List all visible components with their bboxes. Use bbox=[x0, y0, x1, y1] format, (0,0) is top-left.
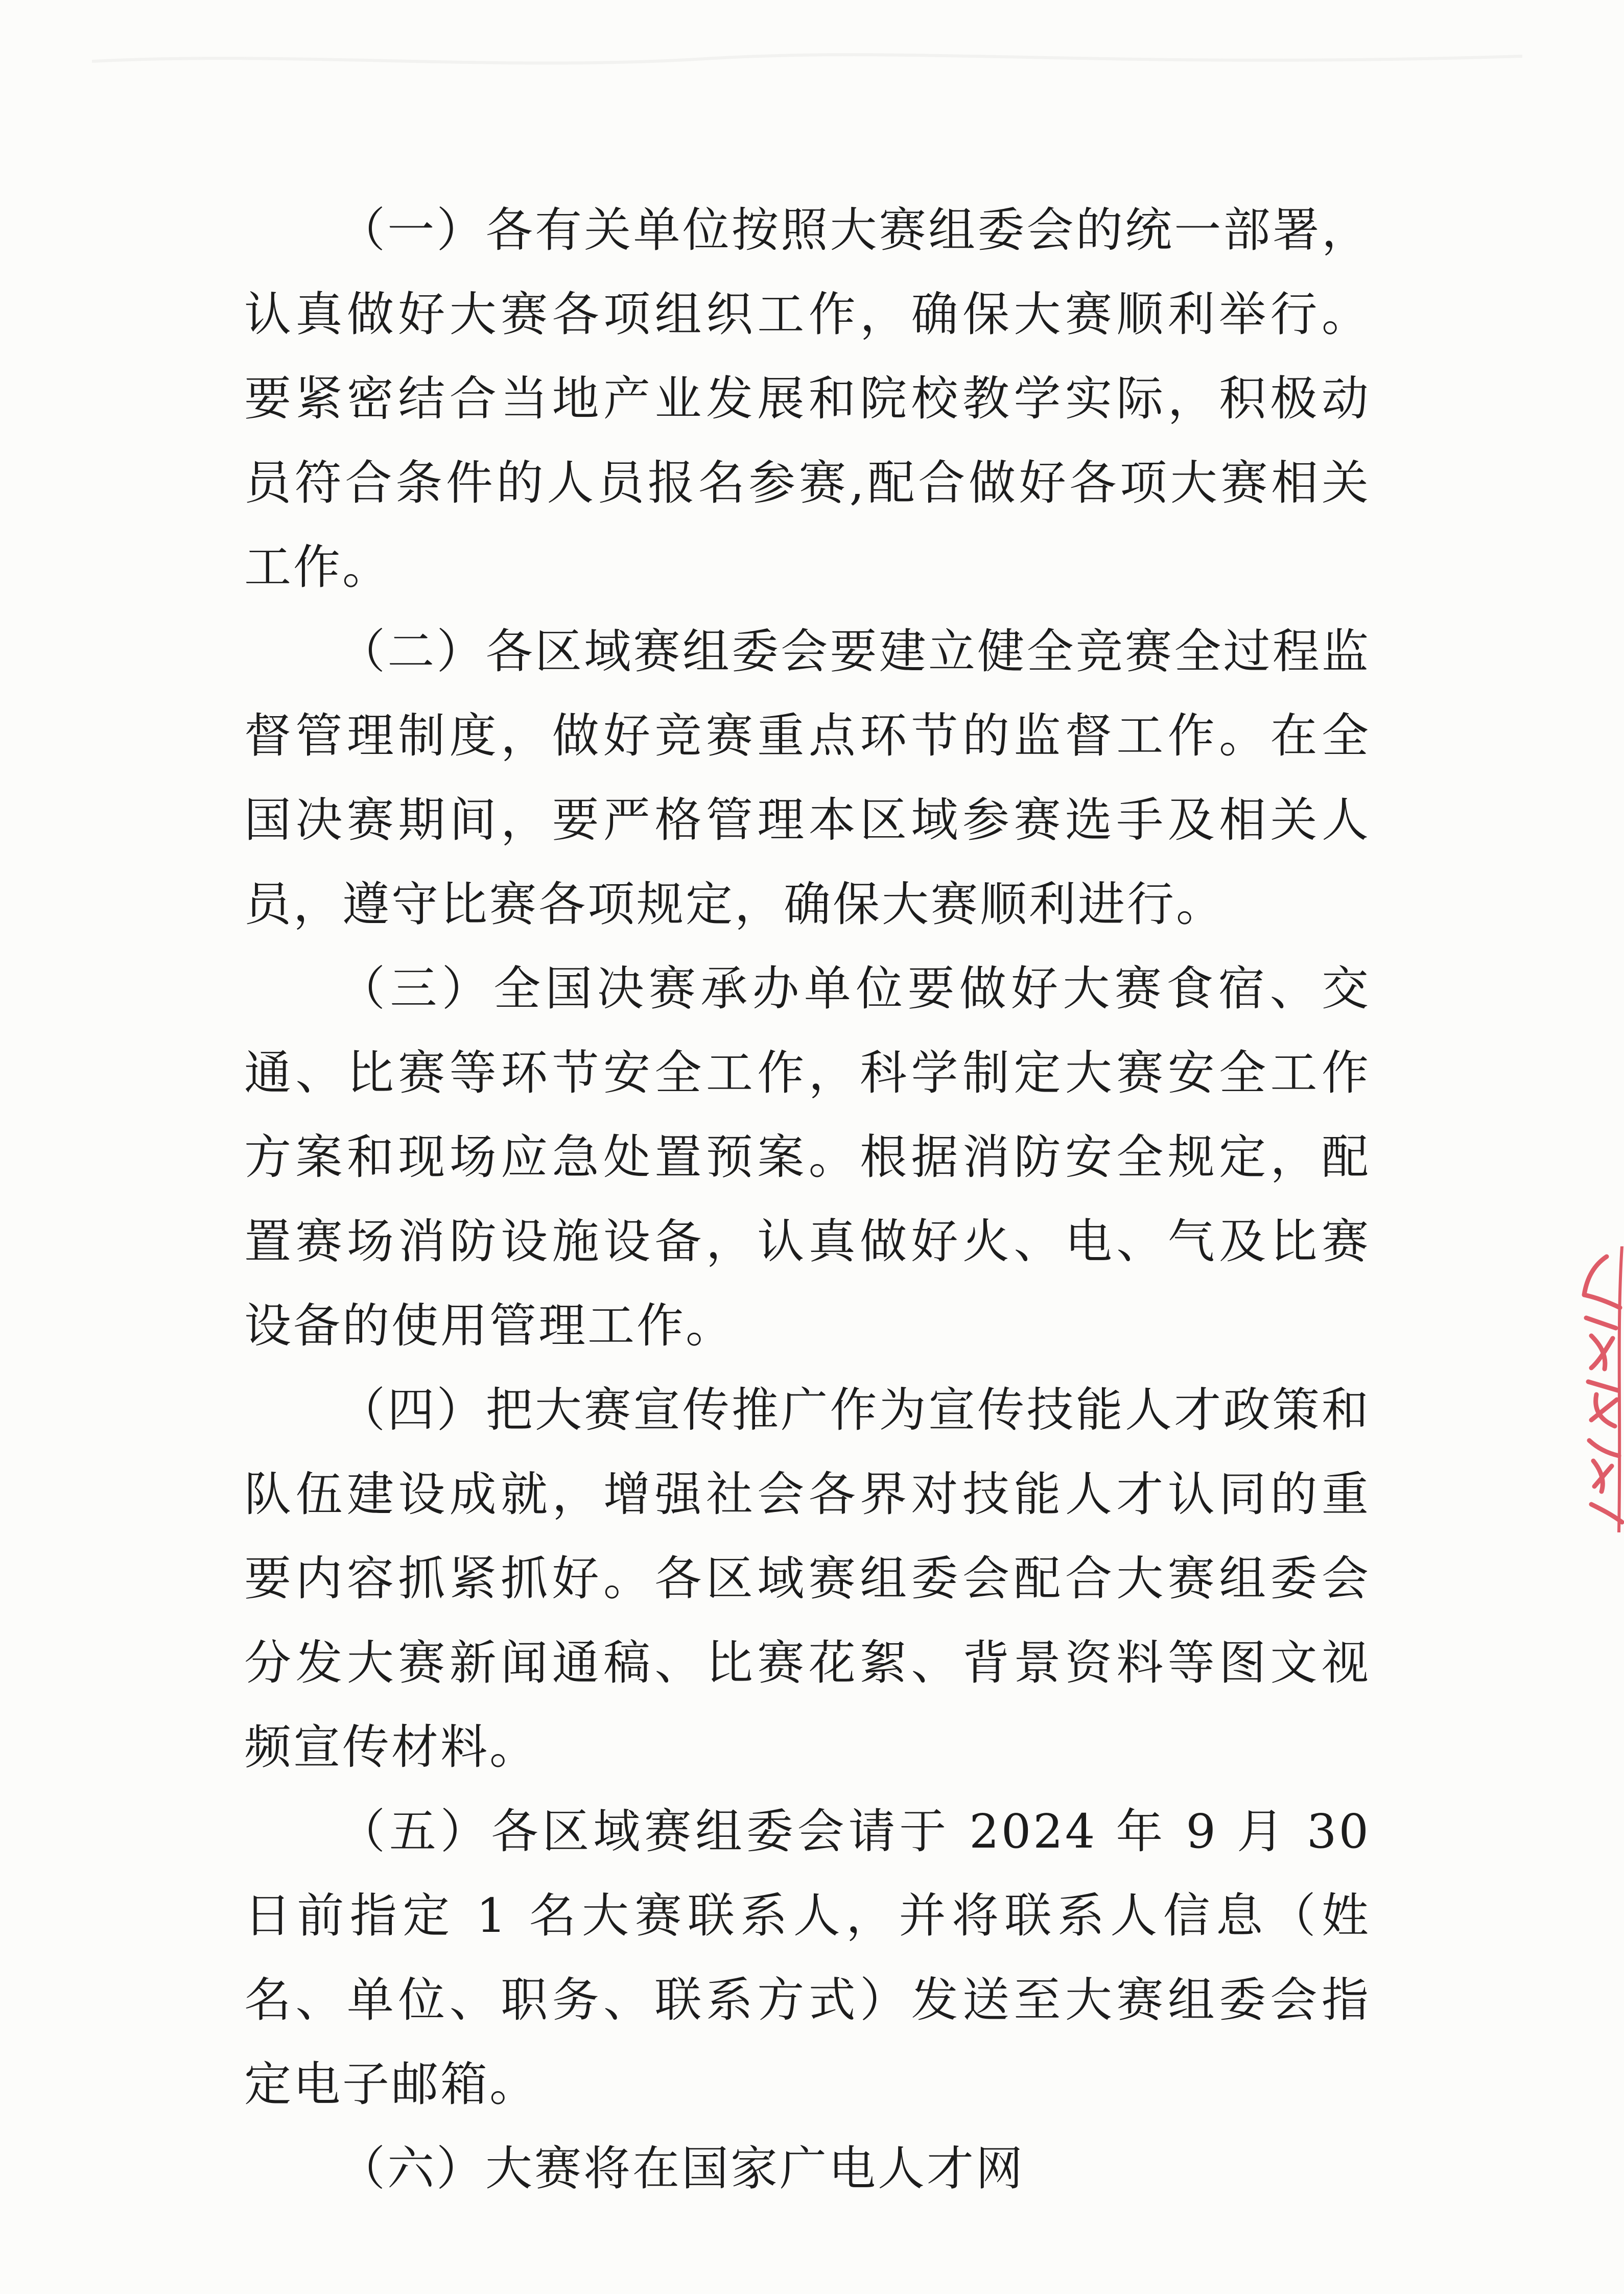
partial-seal-stamp bbox=[1571, 1246, 1624, 1532]
paragraph-3: （三）全国决赛承办单位要做好大赛食宿、交通、比赛等环节安全工作，科学制定大赛安全工作方案和现场应急处置预案。根据消防安全规定，配置赛场消防设施设备，认真做好火、电、气及比赛设备的使用管理工作。 bbox=[244, 961, 1371, 1353]
document-body bbox=[244, 188, 1371, 2211]
paragraph-2: （二）各区域赛组委会要建立健全竞赛全过程监督管理制度，做好竞赛重点环节的监督工作。在全国决赛期间，要严格管理本区域参赛选手及相关人员，遵守比赛各项规定，确保大赛顺利进行。 bbox=[244, 624, 1371, 932]
paragraph-4: （四）把大赛宣传推广作为宣传技能人才政策和队伍建设成就，增强社会各界对技能人才认同的重要内容抓紧抓好。各区域赛组委会配合大赛组委会分发大赛新闻通稿、比赛花絮、背景资料等图文视频宣传材料。 bbox=[244, 1383, 1371, 1775]
paragraph-5: （五）各区域赛组委会请于 2024 年 9 月 30 日前指定 1 名大赛联系人，并将联系人信息（姓名、单位、职务、联系方式）发送至大赛组委会指定电子邮箱。 bbox=[244, 1804, 1371, 2112]
paragraph-6: （六）大赛将在国家广电人才网 bbox=[338, 2141, 1025, 2196]
scan-artifact bbox=[92, 31, 1522, 92]
paragraph-1: （一）各有关单位按照大赛组委会的统一部署，认真做好大赛各项组织工作，确保大赛顺利举行。要紧密结合当地产业发展和院校教学实际，积极动员符合条件的人员报名参赛,配合做好各项大赛相关工作。 bbox=[244, 203, 1371, 595]
